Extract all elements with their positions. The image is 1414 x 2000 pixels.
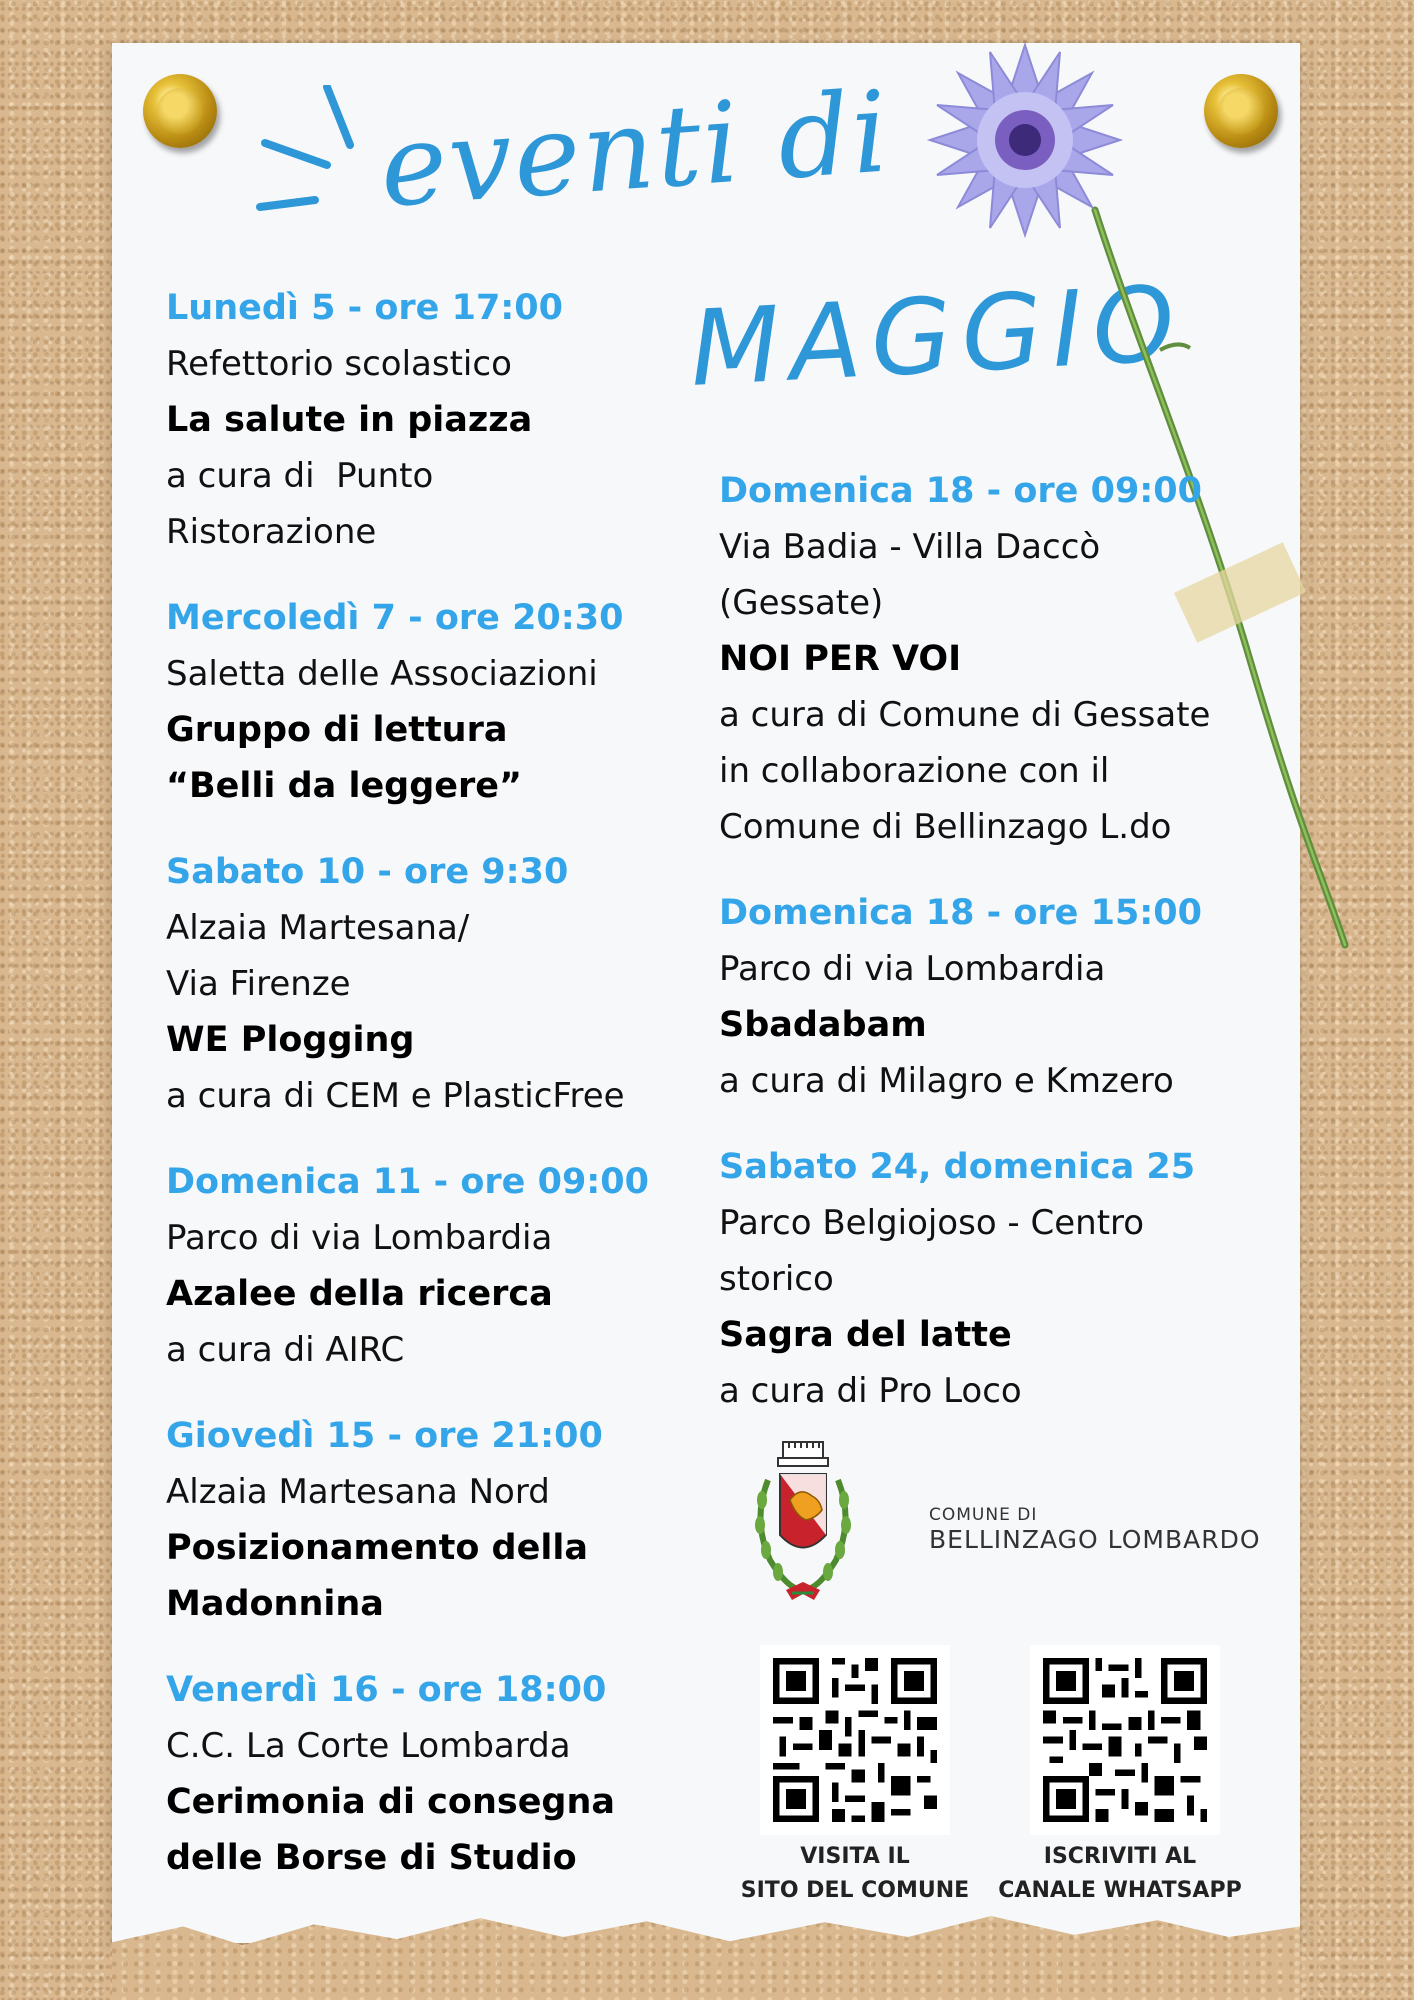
event-domenica-11 xyxy=(166,1154,686,1378)
event-curator: a cura di AIRC xyxy=(166,1330,405,1370)
event-place-cont: storico xyxy=(719,1259,834,1299)
qr-label-line2: CANALE WHATSAPP xyxy=(998,1878,1242,1903)
event-place: Alzaia Martesana/ xyxy=(166,908,470,948)
event-place: Alzaia Martesana Nord xyxy=(166,1472,550,1512)
qr-label-whatsapp xyxy=(990,1840,1250,1908)
event-sabato-24-domenica-25 xyxy=(719,1139,1279,1419)
event-lunedi-5 xyxy=(166,280,686,560)
event-curator-cont: Ristorazione xyxy=(166,512,377,552)
event-title: NOI PER VOI xyxy=(719,639,962,679)
event-title: WE Plogging xyxy=(166,1020,415,1060)
event-date: Giovedì 15 - ore 21:00 xyxy=(166,1416,603,1456)
left-pushpin-icon xyxy=(143,74,217,148)
event-date: Domenica 18 - ore 15:00 xyxy=(719,893,1203,933)
event-curator: a cura di Milagro e Kmzero xyxy=(719,1061,1174,1101)
event-curator: a cura di Pro Loco xyxy=(719,1371,1022,1411)
event-curator-cont2: Comune di Bellinzago L.do xyxy=(719,807,1172,847)
event-venerdi-16 xyxy=(166,1662,686,1886)
event-title-cont: Madonnina xyxy=(166,1584,384,1624)
event-place-cont: (Gessate) xyxy=(719,583,884,623)
event-title-cont: delle Borse di Studio xyxy=(166,1838,577,1878)
event-place: Parco Belgiojoso - Centro xyxy=(719,1203,1145,1243)
event-curator-cont: in collaborazione con il xyxy=(719,751,1110,791)
municipality-label: COMUNE DI xyxy=(929,1505,1038,1525)
right-event-column xyxy=(719,463,1279,1449)
event-place-cont: Via Firenze xyxy=(166,964,351,1004)
event-place: Saletta delle Associazioni xyxy=(166,654,598,694)
municipality-crest-icon xyxy=(748,1440,858,1610)
highlight-strokes-icon xyxy=(255,85,375,215)
event-date: Venerdì 16 - ore 18:00 xyxy=(166,1670,607,1710)
event-title-cont: “Belli da leggere” xyxy=(166,766,523,806)
event-place: Parco di via Lombardia xyxy=(719,949,1106,989)
qr-code-website[interactable] xyxy=(760,1645,950,1835)
qr-label-line2: SITO DEL COMUNE xyxy=(740,1878,970,1903)
event-title: Posizionamento della xyxy=(166,1528,588,1568)
event-domenica-18-morning xyxy=(719,463,1279,855)
event-domenica-18-afternoon xyxy=(719,885,1279,1109)
event-place: Refettorio scolastico xyxy=(166,344,512,384)
event-giovedi-15 xyxy=(166,1408,686,1632)
event-curator: a cura di Comune di Gessate xyxy=(719,695,1211,735)
event-date: Domenica 11 - ore 09:00 xyxy=(166,1162,650,1202)
event-title: Gruppo di lettura xyxy=(166,710,508,750)
municipality-name: BELLINZAGO LOMBARDO xyxy=(929,1525,1261,1554)
event-title: Azalee della ricerca xyxy=(166,1274,553,1314)
event-date: Sabato 10 - ore 9:30 xyxy=(166,852,569,892)
event-sabato-10 xyxy=(166,844,686,1124)
title-maggio: MAGGIO xyxy=(687,262,1188,410)
event-date: Sabato 24, domenica 25 xyxy=(719,1147,1196,1187)
qr-label-website xyxy=(725,1840,985,1908)
qr-code-whatsapp[interactable] xyxy=(1030,1645,1220,1835)
event-mercoledi-7 xyxy=(166,590,686,814)
event-title: Sagra del latte xyxy=(719,1315,1012,1355)
event-date: Domenica 18 - ore 09:00 xyxy=(719,471,1203,511)
qr-label-line1: VISITA IL xyxy=(800,1844,910,1869)
event-place: Via Badia - Villa Daccò xyxy=(719,527,1101,567)
event-place: Parco di via Lombardia xyxy=(166,1218,553,1258)
event-place: C.C. La Corte Lombarda xyxy=(166,1726,571,1766)
event-title: Sbadabam xyxy=(719,1005,927,1045)
title-eventi-di: eventi di xyxy=(376,67,894,233)
event-title: La salute in piazza xyxy=(166,400,533,440)
left-event-column xyxy=(166,280,686,1916)
event-curator: a cura di Punto xyxy=(166,456,434,496)
event-date: Mercoledì 7 - ore 20:30 xyxy=(166,598,624,638)
event-title: Cerimonia di consegna xyxy=(166,1782,616,1822)
qr-label-line1: ISCRIVITI AL xyxy=(1043,1844,1197,1869)
event-curator: a cura di CEM e PlasticFree xyxy=(166,1076,625,1116)
event-date: Lunedì 5 - ore 17:00 xyxy=(166,288,563,328)
